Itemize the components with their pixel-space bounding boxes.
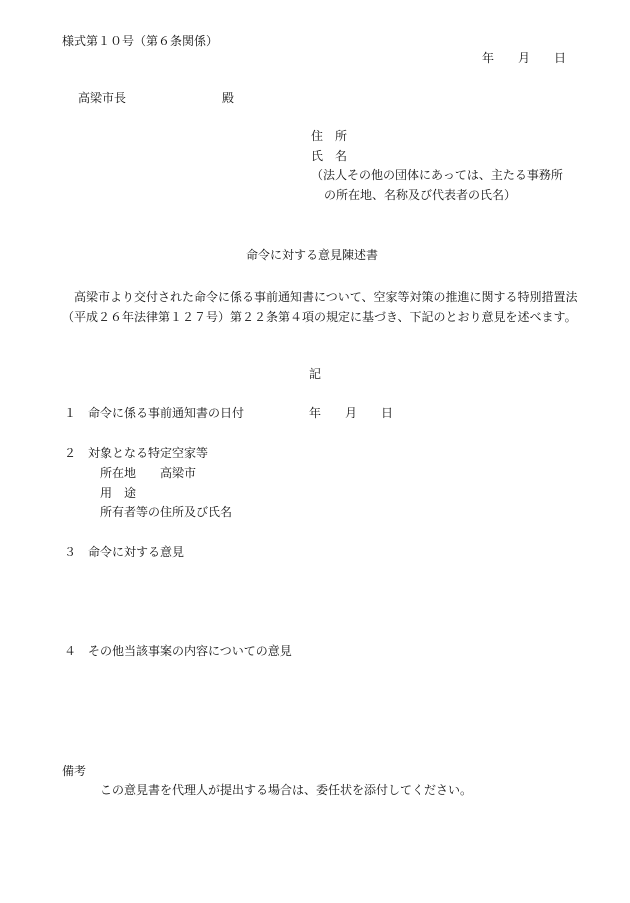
name-label: 氏 名 [311,149,348,163]
item-3-label: 命令に対する意見 [88,545,185,559]
addressee-name: 高梁市長 [78,91,127,105]
location-value: 高梁市 [160,466,197,480]
item-4-number: ４ [64,644,77,658]
form-number: 様式第１０号（第６条関係） [62,34,219,48]
item-2 [64,447,208,459]
location-label: 所在地 [100,466,137,480]
item-1-date: 年 月 日 [309,406,394,420]
submission-date: 年 月 日 [482,51,567,65]
item-3-number: ３ [64,545,77,559]
body-paragraph: 高梁市より交付された命令に係る事前通知書について、空家等対策の推進に関する特別措置法（平成２６年法律第１２７号）第２２条第４項の規定に基づき、下記のとおり意見を述べます。 [62,290,578,324]
item-2-label: 対象となる特定空家等 [88,446,209,460]
owner-row [100,506,232,518]
address-label: 住 所 [311,129,348,143]
item-4-label: その他当該事案の内容についての意見 [88,644,292,658]
item-1-number: １ [64,406,77,420]
owner-label: 所有者等の住所及び氏名 [100,505,233,519]
item-2-number: ２ [64,446,77,460]
item-1 [64,407,244,419]
location-row [100,467,196,479]
item-1-label: 命令に係る事前通知書の日付 [88,406,245,420]
item-3 [64,546,184,558]
item-4 [64,645,292,657]
ki-heading: 記 [309,367,322,381]
corporate-note-line2: の所在地、名称及び代表者の氏名） [324,188,517,202]
use-label: 用 途 [100,486,137,500]
corporate-note-line1: （法人その他の団体にあっては、主たる事務所 [311,168,563,182]
addressee-honorific: 殿 [222,91,235,105]
remarks-heading: 備考 [62,764,87,778]
remarks-text: この意見書を代理人が提出する場合は、委任状を添付してください。 [100,783,473,797]
use-row [100,487,136,499]
document-title: 命令に対する意見陳述書 [246,248,379,262]
